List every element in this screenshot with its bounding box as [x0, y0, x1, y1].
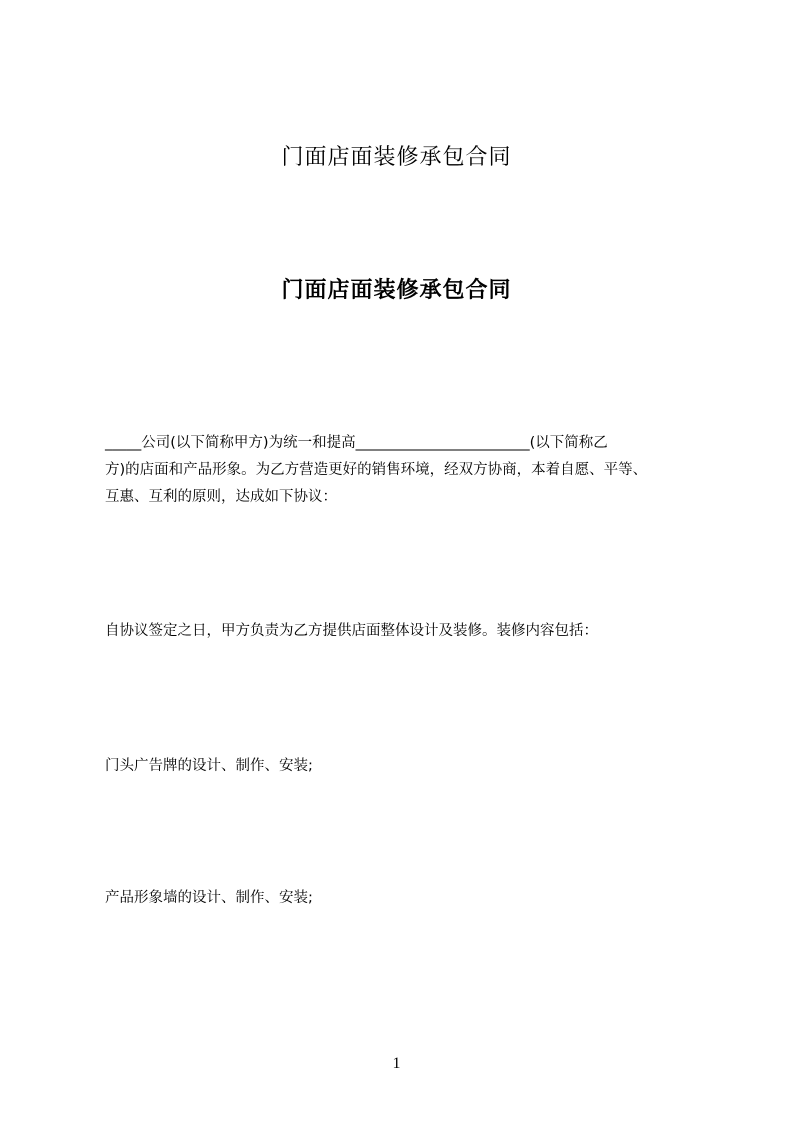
list-item-signboard: 门头广告牌的设计、制作、安装; — [105, 758, 313, 774]
list-item-image-wall: 产品形象墙的设计、制作、安装; — [105, 890, 313, 906]
page-number: 1 — [392, 1055, 401, 1072]
clause-paragraph: 自协议签定之日，甲方负责为乙方提供店面整体设计及装修。装修内容包括： — [105, 623, 598, 639]
document-main-title: 门面店面装修承包合同 — [281, 278, 512, 303]
intro-line-3: 互惠、互利的原则，达成如下协议： — [105, 489, 337, 505]
intro-paragraph — [105, 430, 695, 511]
intro-line-1: _____公司(以下简称甲方)为统一和提高________________________(以下简称乙 — [105, 435, 608, 451]
intro-line-2: 方)的店面和产品形象。为乙方营造更好的销售环境，经双方协商，本着自愿、平等、 — [105, 462, 648, 478]
document-header-title: 门面店面装修承包合同 — [281, 145, 512, 170]
